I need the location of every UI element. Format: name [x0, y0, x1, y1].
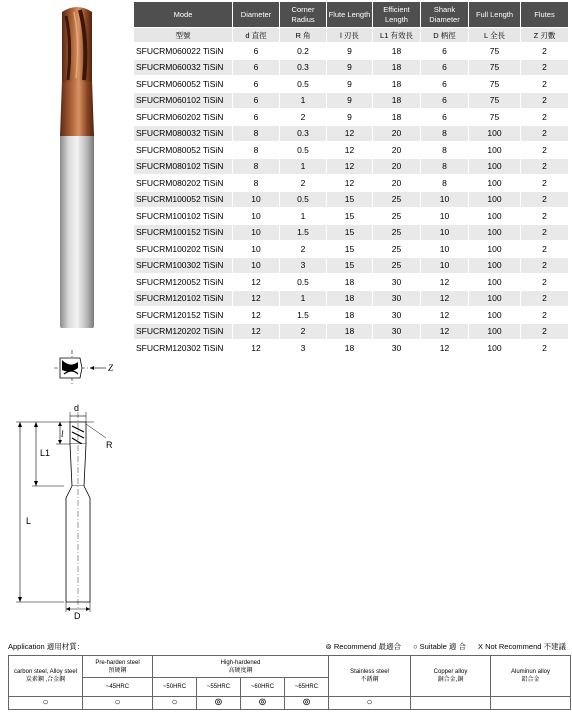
table-body: [134, 43, 569, 357]
header-cell: Diameter: [233, 2, 280, 28]
value-cell: 6: [421, 92, 469, 109]
value-cell: 2: [521, 241, 569, 258]
model-cell: SFUCRM100052 TiSiN: [134, 191, 233, 208]
material-pre-harden: Pre-harden steel 預硬鋼: [83, 656, 153, 678]
value-cell: 10: [421, 241, 469, 258]
value-cell: 2: [521, 290, 569, 307]
table-row: [134, 43, 569, 60]
value-cell: 6: [421, 59, 469, 76]
value-cell: 10: [233, 241, 280, 258]
table-row: [134, 175, 569, 192]
value-cell: 10: [233, 257, 280, 274]
table-row: [134, 158, 569, 175]
value-cell: 18: [327, 340, 373, 357]
value-cell: 18: [327, 274, 373, 291]
application-header: [8, 641, 570, 653]
value-cell: 2: [280, 241, 327, 258]
value-cell: 3: [280, 340, 327, 357]
mark-stainless: ○: [329, 696, 411, 709]
model-cell: SFUCRM120102 TiSiN: [134, 290, 233, 307]
value-cell: 2: [521, 43, 569, 60]
z-axis-label: Z: [108, 363, 114, 373]
subheader-cell: L1 有效長: [373, 28, 421, 43]
value-cell: 100: [469, 340, 521, 357]
value-cell: 2: [521, 208, 569, 225]
value-cell: 0.2: [280, 43, 327, 60]
value-cell: 9: [327, 109, 373, 126]
header-cell: Flute Length: [327, 2, 373, 28]
value-cell: 100: [469, 323, 521, 340]
value-cell: 0.3: [280, 125, 327, 142]
value-cell: 100: [469, 290, 521, 307]
model-cell: SFUCRM120302 TiSiN: [134, 340, 233, 357]
table-row: [134, 142, 569, 159]
value-cell: 2: [521, 257, 569, 274]
value-cell: 10: [421, 224, 469, 241]
hrc-60: ~60HRC: [241, 678, 285, 696]
value-cell: 100: [469, 125, 521, 142]
value-cell: 100: [469, 191, 521, 208]
value-cell: 15: [327, 257, 373, 274]
value-cell: 25: [373, 257, 421, 274]
value-cell: 18: [327, 323, 373, 340]
value-cell: 100: [469, 224, 521, 241]
value-cell: 10: [421, 208, 469, 225]
table-row: [134, 76, 569, 93]
table-row: [134, 208, 569, 225]
value-cell: 25: [373, 208, 421, 225]
value-cell: 2: [521, 175, 569, 192]
model-cell: SFUCRM060102 TiSiN: [134, 92, 233, 109]
mark-hrc-60: ⊚: [241, 696, 285, 709]
effective-length-label: L1: [40, 448, 51, 458]
value-cell: 2: [521, 323, 569, 340]
value-cell: 18: [373, 109, 421, 126]
model-cell: SFUCRM120152 TiSiN: [134, 307, 233, 324]
value-cell: 100: [469, 158, 521, 175]
end-mill-photo: [50, 2, 104, 330]
legend-recommend: ⊚ Recommend 最適合: [325, 642, 401, 651]
table-row: [134, 109, 569, 126]
value-cell: 15: [327, 191, 373, 208]
value-cell: 18: [373, 43, 421, 60]
value-cell: 2: [521, 274, 569, 291]
mark-hrc-50: ○: [153, 696, 197, 709]
header-cell: Efficient Length: [373, 2, 421, 28]
value-cell: 100: [469, 241, 521, 258]
table-row: [134, 241, 569, 258]
value-cell: 12: [233, 323, 280, 340]
material-stainless: Stainless steel 不銹鋼: [329, 656, 411, 697]
value-cell: 12: [421, 307, 469, 324]
spec-table: [133, 1, 569, 357]
value-cell: 1: [280, 208, 327, 225]
model-cell: SFUCRM100302 TiSiN: [134, 257, 233, 274]
material-aluminum: Aluminun alloy 鋁合金: [491, 656, 571, 697]
header-cell: Mode: [134, 2, 233, 28]
table-row: [134, 323, 569, 340]
value-cell: 20: [373, 142, 421, 159]
value-cell: 12: [421, 290, 469, 307]
value-cell: 0.5: [280, 76, 327, 93]
table-row: [134, 257, 569, 274]
value-cell: 2: [521, 340, 569, 357]
value-cell: 8: [233, 158, 280, 175]
value-cell: 2: [521, 224, 569, 241]
mark-aluminum: [491, 696, 571, 709]
legend-suitable: ○ Suitable 適 合: [413, 642, 466, 651]
value-cell: 2: [521, 125, 569, 142]
model-cell: SFUCRM060052 TiSiN: [134, 76, 233, 93]
value-cell: 0.5: [280, 142, 327, 159]
value-cell: 12: [233, 307, 280, 324]
value-cell: 75: [469, 92, 521, 109]
value-cell: 100: [469, 257, 521, 274]
model-cell: SFUCRM060032 TiSiN: [134, 59, 233, 76]
overall-length-label: L: [26, 516, 32, 526]
model-cell: SFUCRM080102 TiSiN: [134, 158, 233, 175]
value-cell: 100: [469, 208, 521, 225]
table-row: [134, 125, 569, 142]
value-cell: 100: [469, 307, 521, 324]
model-cell: SFUCRM080052 TiSiN: [134, 142, 233, 159]
value-cell: 0.5: [280, 191, 327, 208]
table-header-row: [134, 2, 569, 28]
value-cell: 25: [373, 241, 421, 258]
value-cell: 30: [373, 323, 421, 340]
value-cell: 15: [327, 208, 373, 225]
value-cell: 30: [373, 307, 421, 324]
value-cell: 12: [327, 175, 373, 192]
subheader-cell: L 全長: [469, 28, 521, 43]
value-cell: 2: [280, 109, 327, 126]
value-cell: 12: [421, 274, 469, 291]
value-cell: 9: [327, 92, 373, 109]
value-cell: 18: [373, 76, 421, 93]
value-cell: 18: [327, 307, 373, 324]
subheader-cell: D 柄徑: [421, 28, 469, 43]
value-cell: 100: [469, 175, 521, 192]
value-cell: 1: [280, 92, 327, 109]
mark-carbon: ○: [9, 696, 83, 709]
value-cell: 6: [421, 43, 469, 60]
value-cell: 12: [421, 323, 469, 340]
value-cell: 6: [421, 76, 469, 93]
value-cell: 1: [280, 290, 327, 307]
end-view-drawing: [52, 348, 122, 388]
value-cell: 18: [373, 92, 421, 109]
table-row: [134, 224, 569, 241]
value-cell: 100: [469, 274, 521, 291]
header-cell: Corner Radius: [280, 2, 327, 28]
material-carbon-steel: carbon steel, Alloy steel 炭素鋼 ,合金鋼: [9, 656, 83, 697]
table-row: [134, 290, 569, 307]
model-cell: SFUCRM060202 TiSiN: [134, 109, 233, 126]
value-cell: 75: [469, 109, 521, 126]
corner-radius-label: R: [106, 440, 113, 450]
value-cell: 8: [421, 175, 469, 192]
value-cell: 6: [233, 92, 280, 109]
table-row: [134, 274, 569, 291]
value-cell: 1.5: [280, 307, 327, 324]
value-cell: 12: [233, 274, 280, 291]
value-cell: 12: [327, 125, 373, 142]
value-cell: 6: [233, 109, 280, 126]
profile-drawing: [14, 398, 134, 620]
value-cell: 2: [521, 191, 569, 208]
hrc-55: ~55HRC: [197, 678, 241, 696]
value-cell: 2: [521, 59, 569, 76]
value-cell: 12: [233, 340, 280, 357]
value-cell: 8: [421, 125, 469, 142]
model-cell: SFUCRM100202 TiSiN: [134, 241, 233, 258]
model-cell: SFUCRM100102 TiSiN: [134, 208, 233, 225]
subheader-cell: R 角: [280, 28, 327, 43]
value-cell: 12: [327, 142, 373, 159]
value-cell: 18: [327, 290, 373, 307]
value-cell: 20: [373, 125, 421, 142]
material-copper: Copper alloy 銅合金,銅: [411, 656, 491, 697]
model-cell: SFUCRM080202 TiSiN: [134, 175, 233, 192]
value-cell: 8: [233, 175, 280, 192]
value-cell: 25: [373, 224, 421, 241]
model-cell: SFUCRM080032 TiSiN: [134, 125, 233, 142]
legend: [316, 641, 567, 652]
value-cell: 15: [327, 241, 373, 258]
header-cell: Shank Diameter: [421, 2, 469, 28]
value-cell: 0.5: [280, 274, 327, 291]
model-cell: SFUCRM060022 TiSiN: [134, 43, 233, 60]
value-cell: 9: [327, 76, 373, 93]
model-cell: SFUCRM100152 TiSiN: [134, 224, 233, 241]
value-cell: 30: [373, 340, 421, 357]
subheader-cell: Z 刃數: [521, 28, 569, 43]
value-cell: 2: [521, 92, 569, 109]
value-cell: 8: [233, 125, 280, 142]
value-cell: 75: [469, 76, 521, 93]
value-cell: 6: [233, 76, 280, 93]
value-cell: 6: [421, 109, 469, 126]
mark-hrc-55: ⊚: [197, 696, 241, 709]
value-cell: 2: [280, 175, 327, 192]
value-cell: 12: [327, 158, 373, 175]
value-cell: 10: [233, 191, 280, 208]
value-cell: 18: [373, 59, 421, 76]
value-cell: 9: [327, 43, 373, 60]
material-high-hardened: High-hardened 高硬度鋼: [153, 656, 329, 678]
diameter-label: d: [74, 403, 80, 413]
value-cell: 1: [280, 158, 327, 175]
table-subheader-row: [134, 28, 569, 43]
value-cell: 75: [469, 59, 521, 76]
value-cell: 2: [280, 323, 327, 340]
model-cell: SFUCRM120202 TiSiN: [134, 323, 233, 340]
value-cell: 12: [233, 290, 280, 307]
hrc-pre-harden: ~45HRC: [83, 678, 153, 696]
value-cell: 15: [327, 224, 373, 241]
value-cell: 6: [233, 59, 280, 76]
legend-not-recommend: X Not Recommend 不建議: [478, 642, 566, 651]
value-cell: 1.5: [280, 224, 327, 241]
subheader-cell: d 直徑: [233, 28, 280, 43]
value-cell: 10: [421, 257, 469, 274]
table-row: [134, 92, 569, 109]
value-cell: 10: [421, 191, 469, 208]
table-row: [134, 307, 569, 324]
value-cell: 2: [521, 142, 569, 159]
value-cell: 30: [373, 290, 421, 307]
value-cell: 2: [521, 109, 569, 126]
value-cell: 20: [373, 175, 421, 192]
value-cell: 30: [373, 274, 421, 291]
model-cell: SFUCRM120052 TiSiN: [134, 274, 233, 291]
value-cell: 0.3: [280, 59, 327, 76]
header-cell: Full Length: [469, 2, 521, 28]
value-cell: 25: [373, 191, 421, 208]
table-row: [134, 59, 569, 76]
value-cell: 20: [373, 158, 421, 175]
flute-length-label: l: [61, 429, 64, 439]
value-cell: 6: [233, 43, 280, 60]
subheader-cell: l 刃長: [327, 28, 373, 43]
mark-pre-harden: ○: [83, 696, 153, 709]
value-cell: 12: [421, 340, 469, 357]
value-cell: 2: [521, 307, 569, 324]
mark-copper: [411, 696, 491, 709]
value-cell: 100: [469, 142, 521, 159]
value-cell: 3: [280, 257, 327, 274]
value-cell: 8: [421, 142, 469, 159]
value-cell: 75: [469, 43, 521, 60]
value-cell: 10: [233, 224, 280, 241]
value-cell: 2: [521, 76, 569, 93]
value-cell: 10: [233, 208, 280, 225]
value-cell: 9: [327, 59, 373, 76]
application-title: Application 適用材質：: [8, 642, 85, 651]
subheader-cell: 型號: [134, 28, 233, 43]
value-cell: 2: [521, 158, 569, 175]
value-cell: 8: [421, 158, 469, 175]
mark-hrc-65: ⊚: [285, 696, 329, 709]
application-table: [8, 655, 571, 710]
hrc-65: ~65HRC: [285, 678, 329, 696]
header-cell: Flutes: [521, 2, 569, 28]
table-row: [134, 340, 569, 357]
hrc-50: ~50HRC: [153, 678, 197, 696]
table-row: [134, 191, 569, 208]
value-cell: 8: [233, 142, 280, 159]
shank-diameter-label: D: [74, 611, 81, 620]
